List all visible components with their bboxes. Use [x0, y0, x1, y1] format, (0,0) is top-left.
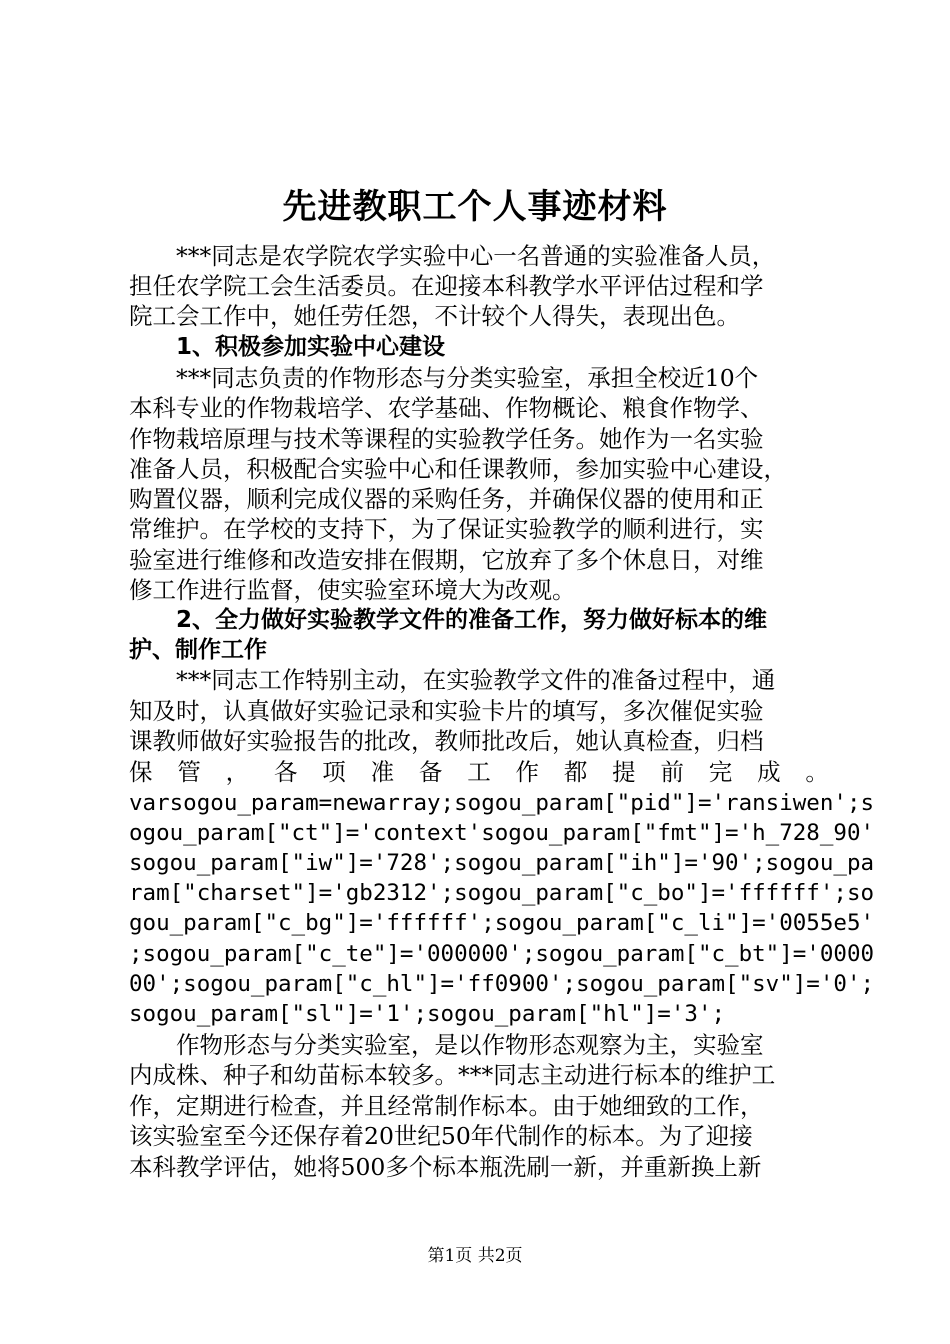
spread-char: 各	[273, 758, 298, 786]
section3-line: 作，定期进行检查，并且经常制作标本。由于她细致的工作，	[129, 1092, 764, 1120]
section2-line: 课教师做好实验报告的批改，教师批改后，她认真检查，归档	[129, 727, 764, 755]
section1-line: 修工作进行监督，使实验室环境大为改观。	[129, 576, 576, 604]
section2-line: ***同志工作特别主动，在实验教学文件的准备过程中，通	[176, 666, 776, 694]
code-line: ogou_param["ct"]='context'sogou_param["fmt"]='h_728_90'	[129, 820, 875, 846]
spread-char: 项	[322, 758, 346, 786]
code-line: 00';sogou_param["c_hl"]='ff0900';sogou_param["sv"]='0';	[129, 971, 875, 997]
spread-char: 备	[418, 758, 443, 786]
page-footer: 第1页 共2页	[427, 1246, 523, 1266]
section1-line: 本科专业的作物栽培学、农学基础、作物概论、粮食作物学、	[129, 394, 764, 422]
spread-char: 准	[370, 758, 395, 786]
intro-line: ***同志是农学院农学实验中心一名普通的实验准备人员，	[176, 242, 776, 270]
section2-line: 知及时，认真做好实验记录和实验卡片的填写，多次催促实验	[129, 697, 764, 725]
spread-char: 保	[129, 758, 153, 786]
spread-char: 成	[757, 758, 781, 786]
section3-line: 本科教学评估，她将500多个标本瓶洗刷一新，并重新换上新	[129, 1153, 762, 1181]
spread-char: 。	[805, 758, 829, 786]
section1-line: 验室进行维修和改造安排在假期，它放弃了多个休息日，对维	[129, 546, 764, 574]
section2-heading: 护、制作工作	[129, 637, 267, 663]
spread-line	[129, 756, 829, 788]
section1-line: 常维护。在学校的支持下，为了保证实验教学的顺利进行，实	[129, 515, 764, 543]
spread-char: ，	[225, 758, 250, 786]
spread-char: 工	[467, 758, 491, 786]
section3-line: 该实验室至今还保存着20世纪50年代制作的标本。为了迎接	[129, 1122, 753, 1150]
document-title: 先进教职工个人事迹材料	[282, 187, 668, 227]
section3-line: 内成株、种子和幼苗标本较多。***同志主动进行标本的维护工	[129, 1061, 776, 1089]
section1-line: 购置仪器，顺利完成仪器的采购任务，并确保仪器的使用和正	[129, 485, 764, 513]
code-line: ram["charset"]='gb2312';sogou_param["c_bo"]='ffffff';so	[129, 880, 875, 906]
section3-line: 作物形态与分类实验室，是以作物形态观察为主，实验室	[176, 1031, 764, 1059]
section1-line: ***同志负责的作物形态与分类实验室，承担全校近10个	[176, 364, 759, 392]
code-line: gou_param["c_bg"]='ffffff';sogou_param["c_li"]='0055e5'	[129, 910, 875, 936]
spread-char: 提	[612, 758, 636, 786]
spread-char: 前	[660, 758, 684, 786]
section1-line: 作物栽培原理与技术等课程的实验教学任务。她作为一名实验	[129, 425, 764, 453]
code-line: varsogou_param=newarray;sogou_param["pid"]='ransiwen';s	[129, 790, 875, 816]
spread-char: 作	[515, 758, 539, 786]
section1-heading: 1、积极参加实验中心建设	[176, 334, 446, 360]
code-line: sogou_param["iw"]='728';sogou_param["ih"]='90';sogou_pa	[129, 850, 875, 876]
section1-line: 准备人员，积极配合实验中心和任课教师，参加实验中心建设，	[129, 455, 787, 483]
intro-line: 担任农学院工会生活委员。在迎接本科教学水平评估过程和学	[129, 272, 764, 300]
spread-char: 完	[708, 758, 733, 786]
spread-char: 都	[563, 758, 588, 786]
section2-heading: 2、全力做好实验教学文件的准备工作，努力做好标本的维	[176, 607, 768, 633]
intro-line: 院工会工作中，她任劳任怨，不计较个人得失，表现出色。	[129, 302, 740, 330]
spread-char: 管	[177, 758, 201, 786]
code-line: sogou_param["sl"]='1';sogou_param["hl"]='3';	[129, 1001, 726, 1027]
code-line: ;sogou_param["c_te"]='000000';sogou_param["c_bt"]='0000	[129, 941, 875, 967]
